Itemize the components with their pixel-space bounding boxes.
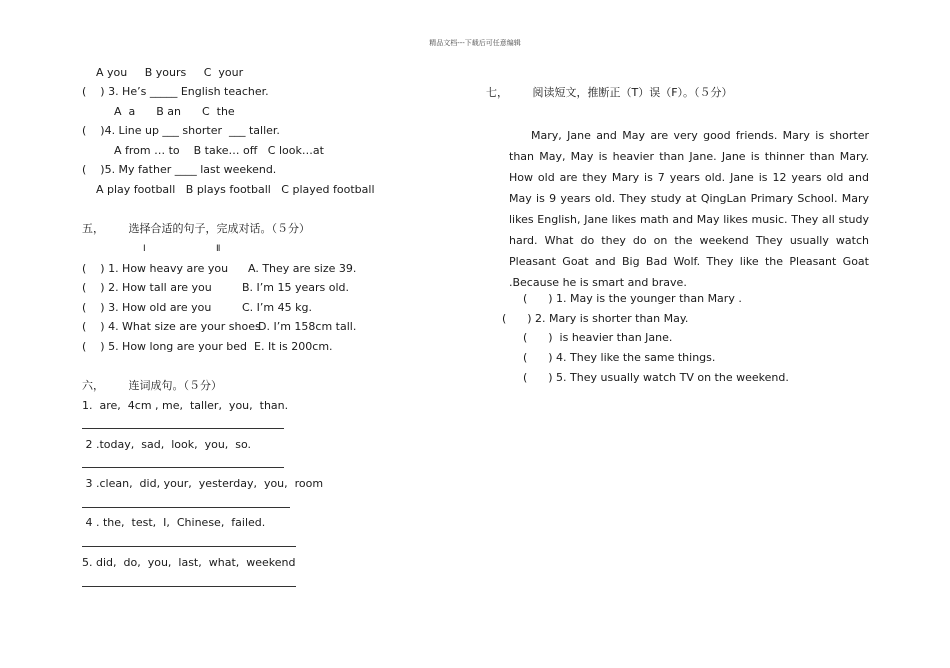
tf-item: ( ) 4. They like the same things. bbox=[523, 351, 716, 364]
section6-title: 六， 连词成句。（５分） bbox=[82, 379, 222, 392]
passage-text: Mary, Jane and May are very good friends. Mary is shorter than May, May is heavier than Jane. Jane is thinner than Mary. How old are they Mary is 7 years old. Jane is 12 years old and May is 9 years old. They study at QingLan Primary School. Mary likes English, Jane likes math and May likes music. They all study hard. What do they do on the weekend They usually watch Pleasant Goat and Big Bad Wolf. They like the Pleasant Goat .Because he is smart and brave. bbox=[509, 129, 869, 289]
match-question: ( ) 1. How heavy are you bbox=[82, 262, 229, 275]
match-answer: D. I’m 158cm tall. bbox=[258, 320, 357, 333]
q4-question: ( )4. Line up ___ shorter ___ taller. bbox=[82, 124, 280, 137]
q2-options: A you B yours C your bbox=[96, 66, 244, 79]
column-ii-label: Ⅱ bbox=[216, 244, 221, 254]
q5-question: ( )5. My father ____ last weekend. bbox=[82, 163, 277, 176]
reading-passage bbox=[509, 125, 869, 293]
match-answer: E. It is 200cm. bbox=[254, 340, 333, 353]
match-answer: A. They are size 39. bbox=[248, 262, 357, 275]
match-question: ( ) 4. What size are your shoes bbox=[82, 320, 261, 333]
section7-title: 七， 阅读短文，推断正（T）误（F）。（５分） bbox=[486, 86, 733, 99]
match-question: ( ) 3. How old are you bbox=[82, 301, 212, 314]
tf-item: ( ) 2. Mary is shorter than May. bbox=[502, 312, 689, 325]
match-question: ( ) 5. How long are your bed bbox=[82, 340, 248, 353]
answer-blank-line[interactable] bbox=[82, 428, 284, 429]
q3-question: ( ) 3. He’s _____ English teacher. bbox=[82, 85, 269, 98]
q3-options: A a B an C the bbox=[114, 105, 235, 118]
answer-blank-line[interactable] bbox=[82, 467, 284, 468]
tf-item: ( ) 1. May is the younger than Mary . bbox=[523, 292, 742, 305]
page-header: 精品文档---下载后可任意编辑 bbox=[429, 39, 521, 47]
match-answer: C. I’m 45 kg. bbox=[242, 301, 312, 314]
word-order-item: 2 .today, sad, look, you, so. bbox=[82, 438, 252, 451]
answer-blank-line[interactable] bbox=[82, 586, 296, 587]
section5-title: 五， 选择合适的句子，完成对话。（５分） bbox=[82, 222, 310, 235]
tf-item: ( ) is heavier than Jane. bbox=[523, 331, 673, 344]
word-order-item: 4 . the, test, I, Chinese, failed. bbox=[82, 516, 266, 529]
answer-blank-line[interactable] bbox=[82, 507, 290, 508]
word-order-item: 1. are, 4cm , me, taller, you, than. bbox=[82, 399, 289, 412]
q4-options: A from … to B take… off C look…at bbox=[114, 144, 324, 157]
match-answer: B. I’m 15 years old. bbox=[242, 281, 350, 294]
word-order-item: 5. did, do, you, last, what, weekend bbox=[82, 556, 296, 569]
word-order-item: 3 .clean, did, your, yesterday, you, room bbox=[82, 477, 324, 490]
q5-options: A play football B plays football C played football bbox=[96, 183, 375, 196]
tf-item: ( ) 5. They usually watch TV on the weekend. bbox=[523, 371, 789, 384]
column-i-label: Ⅰ bbox=[143, 244, 146, 254]
answer-blank-line[interactable] bbox=[82, 546, 296, 547]
match-question: ( ) 2. How tall are you bbox=[82, 281, 212, 294]
